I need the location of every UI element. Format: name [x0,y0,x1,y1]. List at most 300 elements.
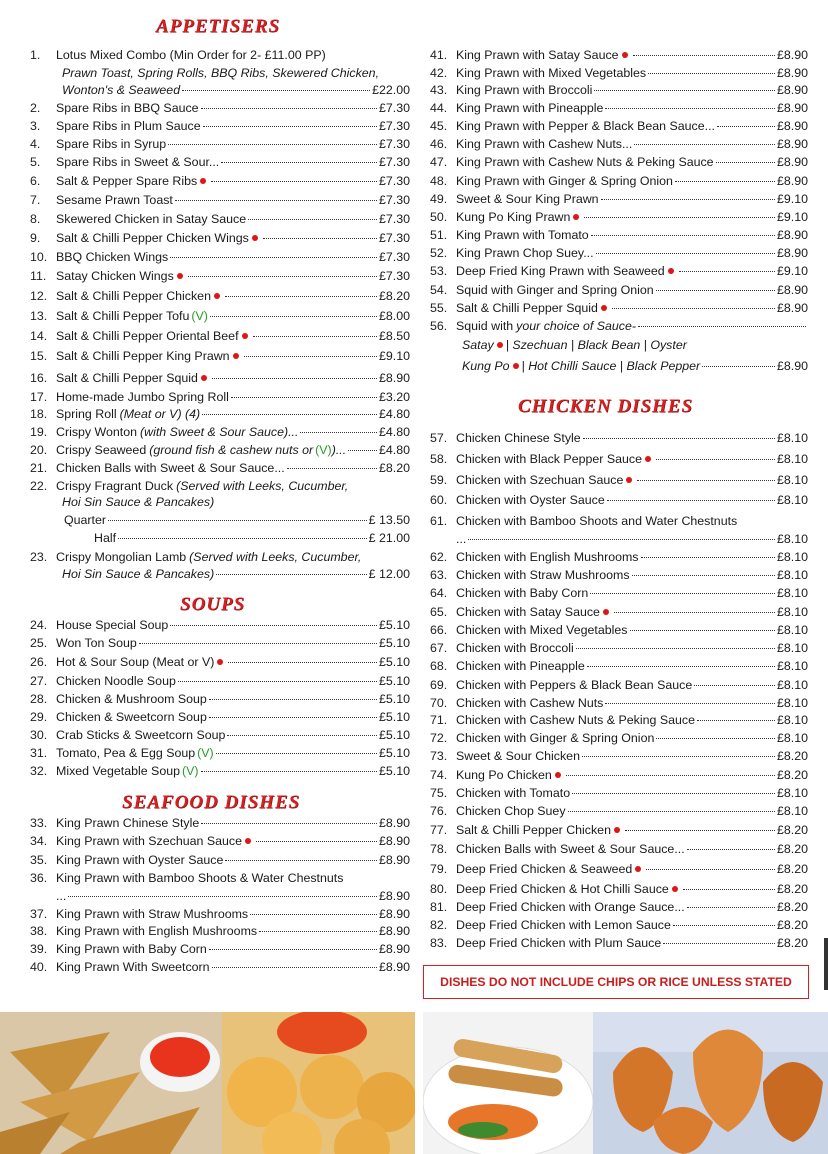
item-name [456,209,582,226]
item-price: £8.90 [378,960,410,974]
item-name-text: Chicken with Straw Mushrooms [456,568,630,582]
item-price: £8.90 [378,907,410,921]
menu-item [30,763,410,780]
item-name-text: Sesame Prawn Toast [56,193,173,207]
item-name [56,941,207,958]
item-number: 25. [30,636,48,650]
item-name [456,337,687,354]
item-name-text: Chicken with Bamboo Shoots and Water Chestnuts [456,514,738,528]
item-price: £8.10 [776,493,808,507]
dot-leader [210,316,377,317]
menu-item [30,906,410,923]
item-price: £8.20 [776,749,808,763]
chili-icon [601,305,607,311]
item-number: 70. [430,696,448,710]
item-price: £7.30 [378,155,410,169]
menu-item [30,673,410,690]
item-number: 12. [30,289,48,303]
menu-item [430,65,808,82]
dot-leader [212,378,377,379]
menu-item [430,861,808,878]
item-name [56,549,361,566]
item-name-text: Salt & Chilli Pepper Tofu [56,309,190,323]
dot-leader [582,756,775,757]
item-number: 59. [430,473,448,487]
menu-item [30,549,410,566]
menu-item [430,917,808,934]
dot-leader [201,108,377,109]
dot-leader [231,397,377,398]
chili-icon [513,363,519,369]
item-number: 13. [30,309,48,323]
food-photo-strip [0,1012,828,1154]
item-number: 16. [30,371,48,385]
item-number: 71. [430,713,448,727]
item-name-text: Crab Sticks & Sweetcorn Soup [56,728,226,742]
item-number: 31. [30,746,48,760]
item-name-text: Salt & Chilli Pepper Chicken [456,823,611,837]
spring-rolls-photo [423,1012,593,1154]
item-name [456,841,685,858]
item-price: £8.90 [776,246,808,260]
menu-item [30,815,410,832]
item-price: £ 13.50 [368,513,410,527]
item-name [456,695,603,712]
item-price: £4.80 [378,425,410,439]
item-price: £5.10 [378,636,410,650]
item-price: £8.10 [776,532,808,546]
item-name-text: Mixed Vegetable Soup [56,764,180,778]
item-number: 78. [430,842,448,856]
item-name-text: Spare Ribs in Plum Sauce [56,119,201,133]
item-name-text: King Prawn with Pineapple [456,101,604,115]
dot-leader [170,625,377,626]
item-name [56,512,106,529]
menu-item [30,308,410,325]
menu-item [430,531,808,548]
item-number: 55. [430,301,448,315]
menu-item [30,348,410,365]
item-number: 74. [430,768,448,782]
item-name-text: King Prawn with Satay Sauce [456,48,619,62]
item-name-text: Chicken with Baby Corn [456,586,589,600]
menu-item [30,617,410,634]
dot-leader [646,869,775,870]
menu-item [30,870,410,887]
crispy-wonton-photo [593,1012,828,1154]
chili-icon [668,268,674,274]
item-number: 9. [30,231,41,245]
dot-leader [250,914,377,915]
item-name-text: Satay [462,338,494,352]
notice-text: DISHES DO NOT INCLUDE CHIPS OR RICE UNLESS STATED [440,975,792,989]
dot-leader [182,90,370,91]
dot-leader [656,459,775,460]
item-number: 3. [30,119,41,133]
item-number: 73. [430,749,448,763]
dot-leader [648,73,775,74]
item-name-text: Deep Fried Chicken with Orange Sauce... [456,900,685,914]
item-name [456,154,714,171]
item-number: 35. [30,853,48,867]
dot-leader [687,849,775,850]
item-price: £8.20 [378,461,410,475]
dot-leader [256,841,377,842]
item-name-text: Chicken with Ginger & Spring Onion [456,731,655,745]
item-name [456,748,580,765]
item-name [56,442,346,459]
menu-item [430,118,808,135]
item-number: 46. [430,137,448,151]
menu-item [30,424,410,441]
menu-item [30,888,410,905]
item-price: £7.30 [378,101,410,115]
seafood-heading: SEAFOOD DISHES [122,792,301,813]
item-name [456,136,632,153]
item-name-text: Sweet & Sour Chicken [456,749,580,763]
item-name [456,658,585,675]
item-price: £7.30 [378,137,410,151]
item-note: (Meat or V) (4) [119,407,201,421]
item-name [56,389,229,406]
item-price: £8.10 [776,605,808,619]
item-price: £5.10 [378,692,410,706]
item-price: £8.90 [776,137,808,151]
chili-icon [614,827,620,833]
menu-item [430,492,808,509]
item-price: £7.30 [378,174,410,188]
item-number: 19. [30,425,48,439]
item-number: 82. [430,918,448,932]
item-price: £8.90 [776,174,808,188]
item-price: £8.20 [776,842,808,856]
menu-item [430,803,808,820]
item-name-text: King Prawn with Cashew Nuts & Peking Sauce [456,155,714,169]
item-name-text: House Special Soup [56,618,169,632]
menu-item [430,173,808,190]
dot-leader [68,896,377,897]
menu-item [430,677,808,694]
dot-leader [675,181,775,182]
dot-leader [568,811,775,812]
item-name [456,785,570,802]
item-price: £5.10 [378,746,410,760]
item-name-text: Chicken with Broccoli [456,641,574,655]
menu-item [430,358,808,375]
menu-item [30,249,410,266]
item-price: £8.20 [776,936,808,950]
item-price: £8.10 [776,473,808,487]
item-price: £8.20 [776,900,808,914]
item-name [56,959,210,976]
item-number: 61. [430,514,448,528]
item-number: 64. [430,586,448,600]
item-name-text: King Prawn with Mixed Vegetables [456,66,647,80]
item-name [456,282,654,299]
menu-item [30,494,410,511]
item-name-text: Salt & Chilli Pepper Chicken Wings [56,231,249,245]
item-number: 4. [30,137,41,151]
dot-leader [225,860,377,861]
item-number: 24. [30,618,48,632]
item-number: 39. [30,942,48,956]
item-name [56,727,225,744]
item-price: £8.10 [776,568,808,582]
item-name [456,227,589,244]
item-price: £8.90 [776,228,808,242]
menu-item [30,118,410,135]
dot-leader [697,720,775,721]
item-number: 67. [430,641,448,655]
item-name-text: Chicken with Black Pepper Sauce [456,452,642,466]
vegetarian-badge: (V) [315,443,332,457]
chili-icon [497,342,503,348]
menu-item [430,785,808,802]
item-number: 28. [30,692,48,706]
item-price: £5.10 [378,655,410,669]
menu-item [30,460,410,477]
dot-leader [605,703,775,704]
dot-leader [300,432,377,433]
dot-leader [287,468,377,469]
item-number: 36. [30,871,48,885]
dot-leader [717,126,775,127]
item-number: 75. [430,786,448,800]
item-price: £8.90 [378,371,410,385]
dot-leader [702,366,775,367]
appetisers-heading: APPETISERS [156,16,281,37]
dot-leader [663,943,775,944]
dot-leader [212,967,377,968]
dot-leader [227,735,377,736]
item-price: £8.90 [776,301,808,315]
item-name-text: Hot & Sour Soup (Meat or V) [56,655,215,669]
item-number: 79. [430,862,448,876]
item-note: (Served with Leeks, Cucumber, [176,479,349,493]
item-name [456,622,628,639]
item-price: £8.50 [378,329,410,343]
item-number: 30. [30,728,48,742]
item-name-text: Sweet & Sour King Prawn [456,192,599,206]
item-name [56,617,168,634]
item-number: 29. [30,710,48,724]
item-number: 57. [430,431,448,445]
item-number: 27. [30,674,48,688]
item-number: 63. [430,568,448,582]
dot-leader [632,575,775,576]
item-name [456,451,654,468]
item-name [456,492,605,509]
item-name-text: Satay Chicken Wings [56,269,174,283]
item-price: £8.20 [776,918,808,932]
item-name [456,100,603,117]
dot-leader [638,326,806,327]
menu-item [430,881,808,898]
chili-icon [603,609,609,615]
menu-item [430,730,808,747]
item-name-text: Chicken Chop Suey [456,804,566,818]
scrollbar-indicator[interactable] [824,938,828,990]
item-number: 50. [430,210,448,224]
item-name [456,358,700,375]
item-name-text: Chicken with Mixed Vegetables [456,623,628,637]
dot-leader [209,949,377,950]
item-name-text: Spare Ribs in Sweet & Sour... [56,155,220,169]
dot-leader [108,520,367,521]
menu-item [30,745,410,762]
item-price: £8.90 [776,48,808,62]
item-name-text: Chicken with Satay Sauce [456,605,600,619]
dot-leader [566,775,775,776]
item-name-text: Kung Po Chicken [456,768,552,782]
item-price: £8.10 [776,623,808,637]
item-number: 72. [430,731,448,745]
item-number: 21. [30,461,48,475]
item-number: 81. [430,900,448,914]
item-price: £8.90 [776,66,808,80]
item-name [56,211,246,228]
item-number: 80. [430,882,448,896]
item-name-text: Chicken with Peppers & Black Bean Sauce [456,678,693,692]
item-price: £5.10 [378,710,410,724]
item-name-text: Chicken with Tomato [456,786,571,800]
item-name-text: Salt & Pepper Spare Ribs [56,174,198,188]
item-number: 44. [430,101,448,115]
item-number: 23. [30,550,48,564]
dot-leader [583,438,775,439]
dot-leader [259,931,377,932]
menu-item [30,136,410,153]
item-price: £4.80 [378,443,410,457]
item-name [456,549,639,566]
item-name-text: Crispy Fragrant Duck [56,479,174,493]
item-number: 45. [430,119,448,133]
item-price: £8.10 [776,786,808,800]
item-price: £7.30 [378,193,410,207]
dot-leader [201,823,377,824]
item-price: £7.30 [378,119,410,133]
dot-leader [590,593,775,594]
item-price: £7.30 [378,231,410,245]
item-name-text: Spring Roll [56,407,117,421]
item-price: £9.10 [776,264,808,278]
item-price: £8.90 [378,834,410,848]
item-name [56,635,137,652]
dot-leader [211,181,377,182]
item-price: £8.20 [776,823,808,837]
item-number: 47. [430,155,448,169]
item-name [56,691,207,708]
menu-item [30,82,410,99]
item-price: £8.90 [776,83,808,97]
chili-icon [252,235,258,241]
item-number: 60. [430,493,448,507]
item-number: 15. [30,349,48,363]
menu-item [430,585,808,602]
item-name [56,654,226,671]
menu-item [430,472,808,489]
vegetarian-badge: (V) [182,764,199,778]
item-price: £8.20 [776,862,808,876]
dot-leader [139,643,377,644]
item-name-text: Spare Ribs in BBQ Sauce [56,101,199,115]
item-price: £ 21.00 [368,531,410,545]
item-name-text: King Prawn Chinese Style [56,816,200,830]
menu-item [430,154,808,171]
item-name-text: Crispy Wonton [56,425,138,439]
menu-item [30,833,410,850]
chicken-balls-photo [222,1012,415,1154]
item-name [56,673,176,690]
item-name [456,730,654,747]
dot-leader [634,144,775,145]
item-number: 5. [30,155,41,169]
item-name [456,513,737,530]
item-price: £8.10 [776,659,808,673]
dot-leader [263,238,377,239]
item-number: 77. [430,823,448,837]
item-name-text: BBQ Chicken Wings [56,250,169,264]
menu-item [430,136,808,153]
item-name-text: Chicken with Cashew Nuts [456,696,604,710]
item-name [456,640,574,657]
item-number: 20. [30,443,48,457]
vegetarian-badge: (V) [197,746,214,760]
item-name [56,709,207,726]
item-note: your choice of Sauce- [516,319,637,333]
menu-item [430,695,808,712]
item-price: £8.90 [776,283,808,297]
item-name [456,82,592,99]
item-name-text: Skewered Chicken in Satay Sauce [56,212,247,226]
dot-leader [596,253,775,254]
dot-leader [656,738,775,739]
menu-item [430,622,808,639]
item-name [56,118,201,135]
item-name [56,566,214,583]
item-number: 48. [430,174,448,188]
item-price: £5.10 [378,728,410,742]
item-price: £5.10 [378,618,410,632]
item-name-text: Chicken Balls with Sweet & Sour Sauce... [56,461,285,475]
dot-leader [188,276,377,277]
item-name [56,763,199,780]
item-name-text: King Prawn with Tomato [456,228,589,242]
item-name [56,192,173,209]
item-price: £8.90 [378,889,410,903]
item-number: 22. [30,479,48,493]
item-price: £8.20 [776,768,808,782]
item-number: 37. [30,907,48,921]
item-name-text: Kung Po [462,359,510,373]
item-price: £7.30 [378,212,410,226]
menu-item [430,100,808,117]
menu-item [430,337,808,354]
chili-icon [233,353,239,359]
item-name [456,604,612,621]
item-name [56,370,210,387]
dot-leader [637,480,775,481]
item-number: 58. [430,452,448,466]
item-name-text: Salt & Chilli Pepper Oriental Beef [56,329,239,343]
item-name-text: Chicken Balls with Sweet & Sour Sauce... [456,842,685,856]
item-name-text: Deep Fried Chicken & Seaweed [456,862,633,876]
item-name [456,65,646,82]
item-name-text: Home-made Jumbo Spring Roll [56,390,229,404]
dot-leader [656,290,775,291]
chili-icon [201,375,207,381]
item-name [56,47,326,64]
